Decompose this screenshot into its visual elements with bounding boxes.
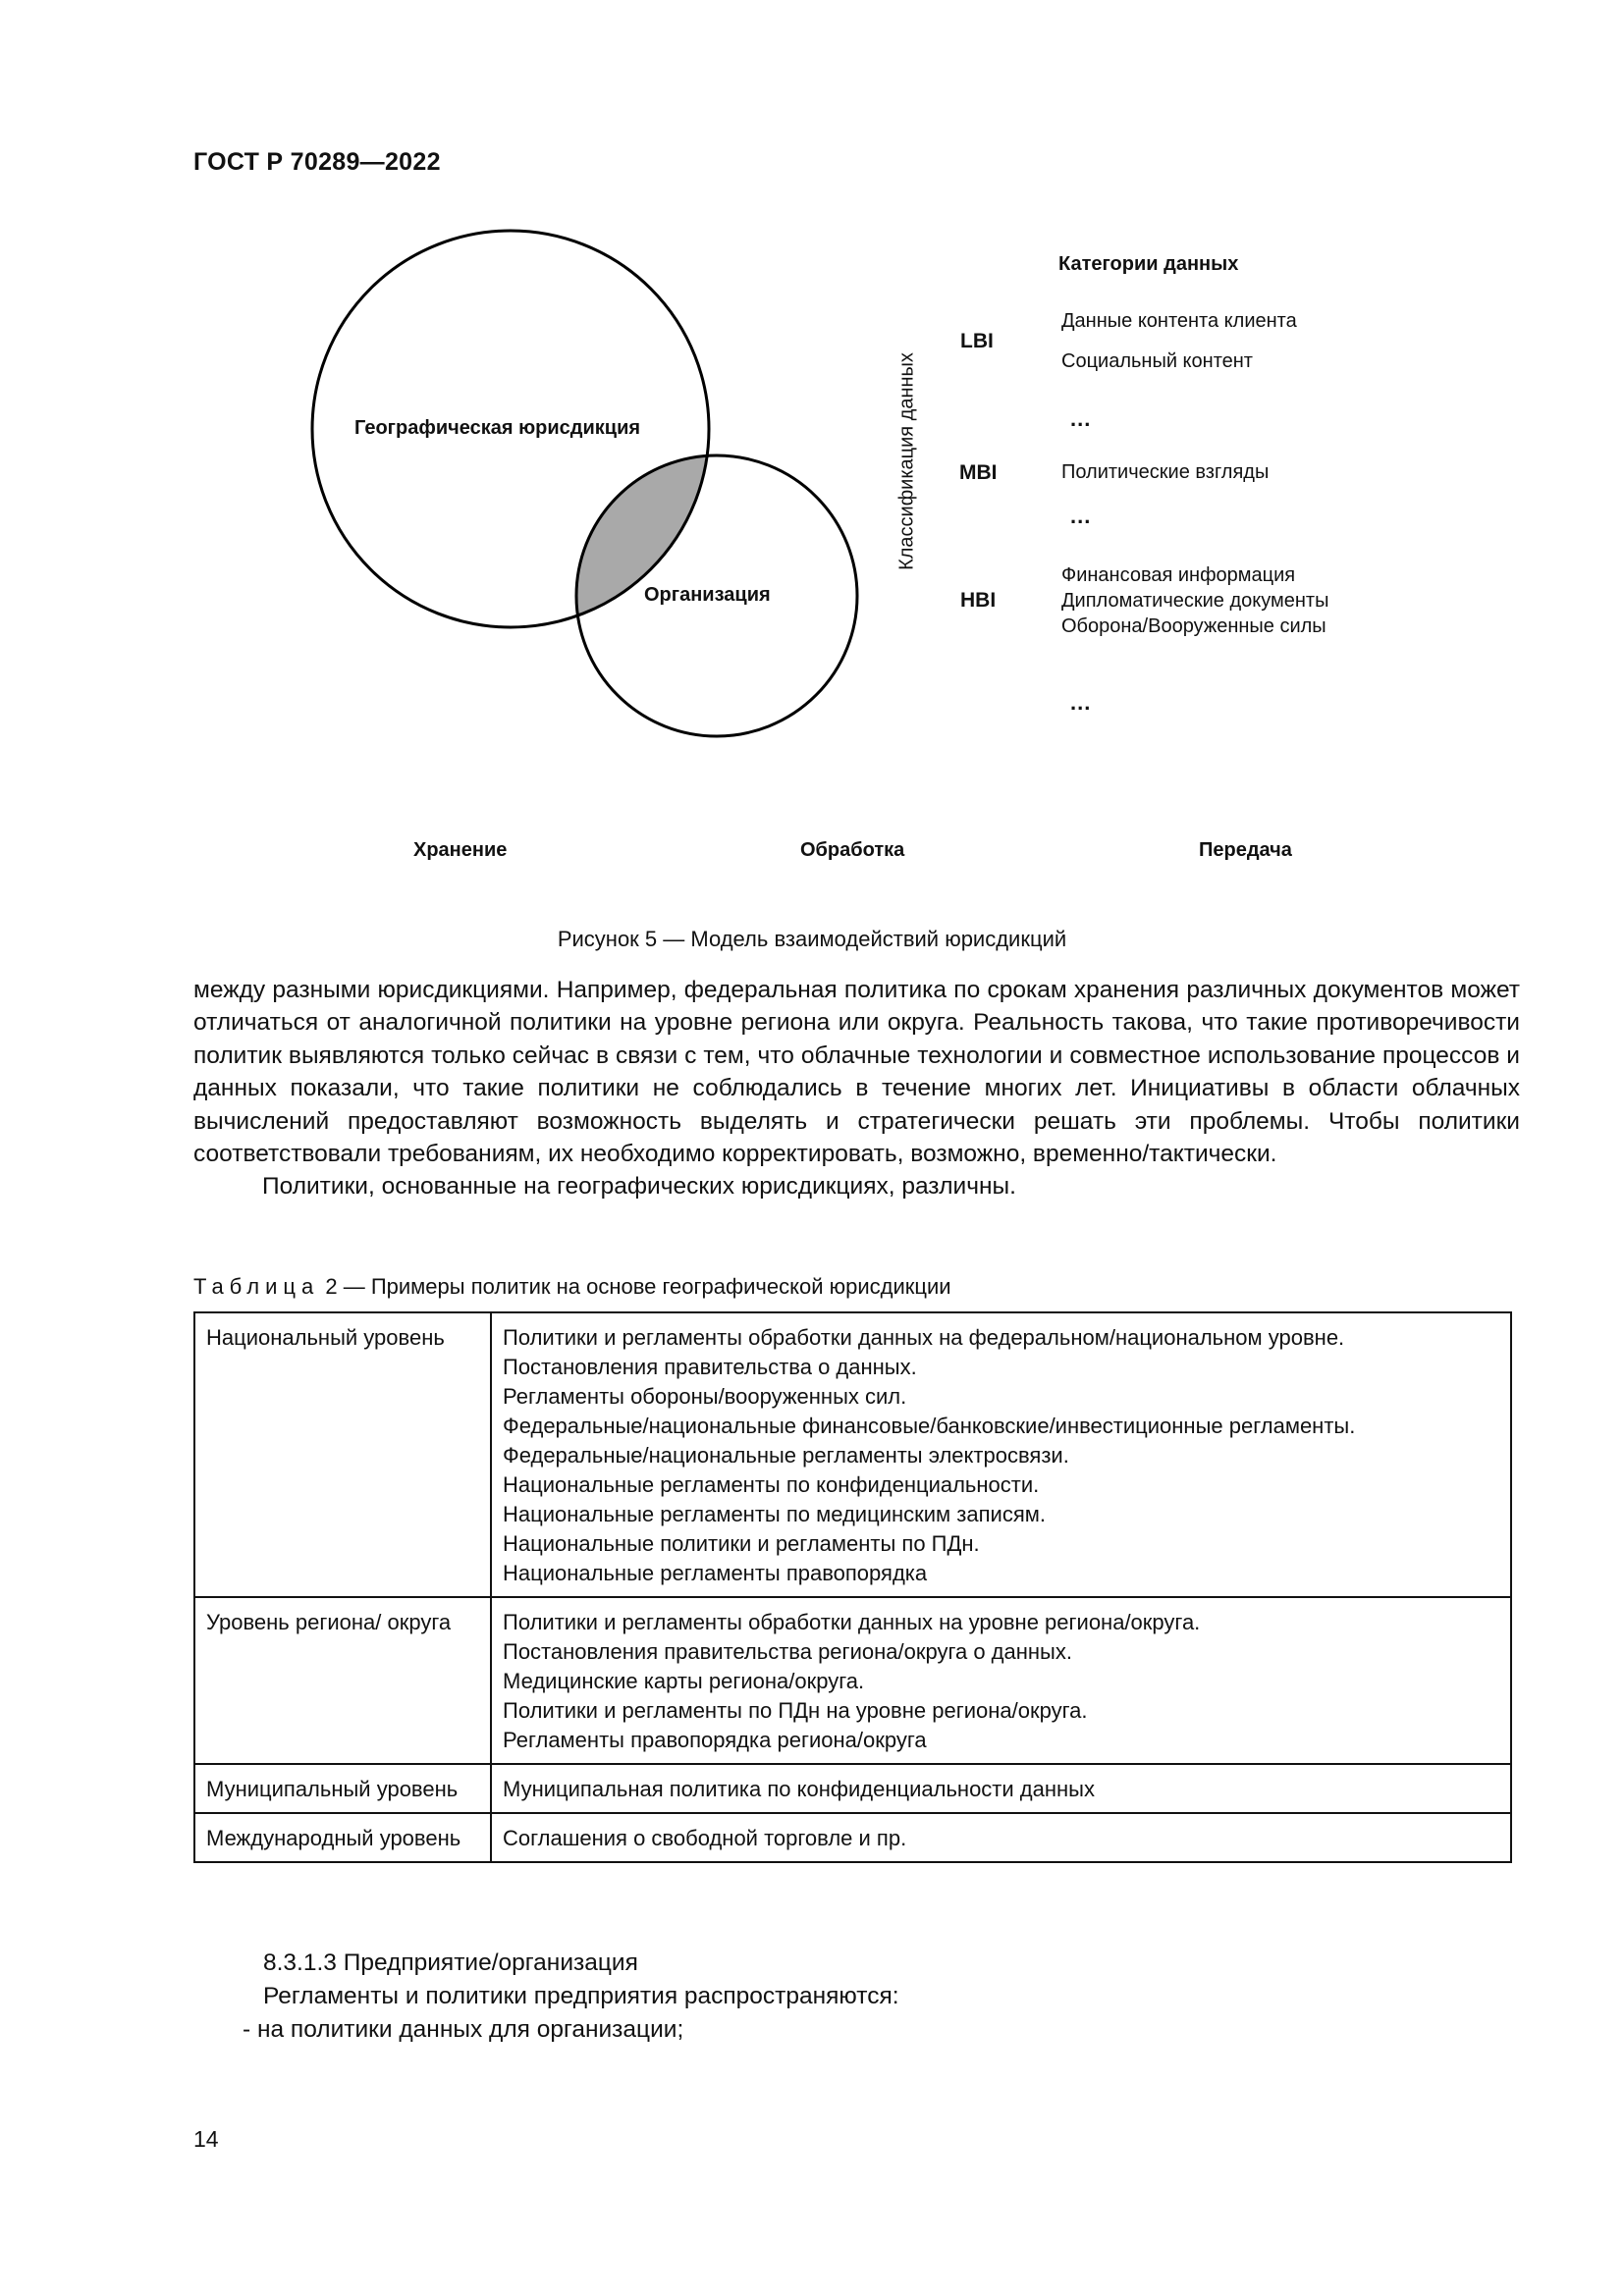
hbi-item: Дипломатические документы: [1061, 590, 1329, 612]
policy-line: Политики и регламенты обработки данных на федеральном/национальном уровне.: [503, 1325, 1345, 1350]
policy-line: Регламенты правопорядка региона/округа: [503, 1728, 927, 1752]
policy-line: Постановления правительства о данных.: [503, 1355, 917, 1379]
page-number: 14: [193, 2126, 219, 2152]
level-cell: Уровень региона/ округа: [194, 1597, 491, 1764]
ellipsis: ...: [1070, 406, 1092, 431]
policy-line: Политики и регламенты обработки данных на уровне региона/округа.: [503, 1610, 1201, 1634]
policy-line: Регламенты обороны/вооруженных сил.: [503, 1384, 907, 1409]
ellipsis: ...: [1070, 690, 1092, 715]
level-cell: Национальный уровень: [194, 1312, 491, 1597]
level-cell: Муниципальный уровень: [194, 1764, 491, 1813]
policy-line: Национальные политики и регламенты по ПДн.: [503, 1531, 980, 1556]
table-title-text: 2 — Примеры политик на основе географической юрисдикции: [319, 1274, 951, 1299]
policy-line: Федеральные/национальные финансовые/банковские/инвестиционные регламенты.: [503, 1414, 1356, 1438]
body-text: [193, 974, 1520, 1203]
body-paragraph: Политики, основанные на географических юрисдикциях, различны.: [262, 1173, 1016, 1201]
ellipsis: ...: [1070, 504, 1092, 528]
table-row: [194, 1312, 1511, 1597]
table-row: [194, 1813, 1511, 1862]
organization-label: Организация: [644, 584, 771, 606]
stage-storage: Хранение: [413, 839, 508, 861]
list-item: - на политики данных для организации;: [243, 2016, 684, 2043]
venn-diagram: [0, 0, 1624, 883]
table-title: [193, 1274, 951, 1300]
geo-jurisdiction-label: Географическая юрисдикция: [354, 417, 641, 439]
policy-line: Муниципальная политика по конфиденциальности данных: [503, 1777, 1095, 1801]
stage-transfer: Передача: [1199, 839, 1292, 861]
section-block: [263, 1947, 899, 2013]
body-paragraph: между разными юрисдикциями. Например, федеральная политика по срокам хранения различных документов может отличаться от аналогичной политики на уровне региона или округа. Реальность такова, что такие противоречивости политик выявляются только сейчас в связи с тем, что облачные технологии и совместное использование процессов и данных показали, что такие политики не соблюдались в течение многих лет. Инициативы в области облачных вычислений предоставляют возможность выделять и стратегически решать эти проблемы. Чтобы политики соответствовали требованиям, их необходимо корректировать, возможно, временно/тактически.: [193, 977, 1520, 1168]
lbi-item: Данные контента клиента: [1061, 310, 1297, 332]
policy-line: Политики и регламенты по ПДн на уровне региона/округа.: [503, 1698, 1088, 1723]
policy-line: Национальные регламенты по конфиденциальности.: [503, 1472, 1040, 1497]
policy-line: Национальные регламенты правопорядка: [503, 1561, 928, 1585]
policies-cell: [491, 1813, 1511, 1862]
policy-line: Соглашения о свободной торговле и пр.: [503, 1826, 907, 1850]
document-header: ГОСТ Р 70289—2022: [193, 148, 441, 176]
policy-line: Медицинские карты региона/округа.: [503, 1669, 865, 1693]
data-classification-axis-label: Классификация данных: [895, 352, 918, 570]
level-code-hbi: HBI: [960, 589, 997, 612]
policy-line: Постановления правительства региона/округа о данных.: [503, 1639, 1072, 1664]
policies-cell: [491, 1597, 1511, 1764]
mbi-item: Политические взгляды: [1061, 461, 1270, 483]
section-heading: 8.3.1.3 Предприятие/организация: [263, 1949, 638, 1976]
stage-processing: Обработка: [800, 839, 905, 861]
level-code-mbi: MBI: [959, 461, 998, 484]
policies-cell: [491, 1312, 1511, 1597]
policy-line: Национальные регламенты по медицинским записям.: [503, 1502, 1046, 1526]
level-code-lbi: LBI: [960, 330, 994, 352]
hbi-item: Финансовая информация: [1061, 564, 1296, 586]
policies-table: [193, 1311, 1512, 1863]
table-title-prefix: Таблица: [193, 1274, 320, 1299]
policy-line: Федеральные/национальные регламенты электросвязи.: [503, 1443, 1069, 1468]
hbi-item: Оборона/Вооруженные силы: [1061, 615, 1326, 637]
level-cell: Международный уровень: [194, 1813, 491, 1862]
figure-jurisdiction-model: [0, 0, 1624, 883]
lbi-item: Социальный контент: [1061, 350, 1253, 372]
figure-caption: Рисунок 5 — Модель взаимодействий юрисдикций: [557, 927, 1067, 951]
legend-title: Категории данных: [1058, 253, 1239, 275]
table-row: [194, 1597, 1511, 1764]
section-intro: Регламенты и политики предприятия распространяются:: [263, 1983, 899, 2009]
table-row: [194, 1764, 1511, 1813]
policies-cell: [491, 1764, 1511, 1813]
